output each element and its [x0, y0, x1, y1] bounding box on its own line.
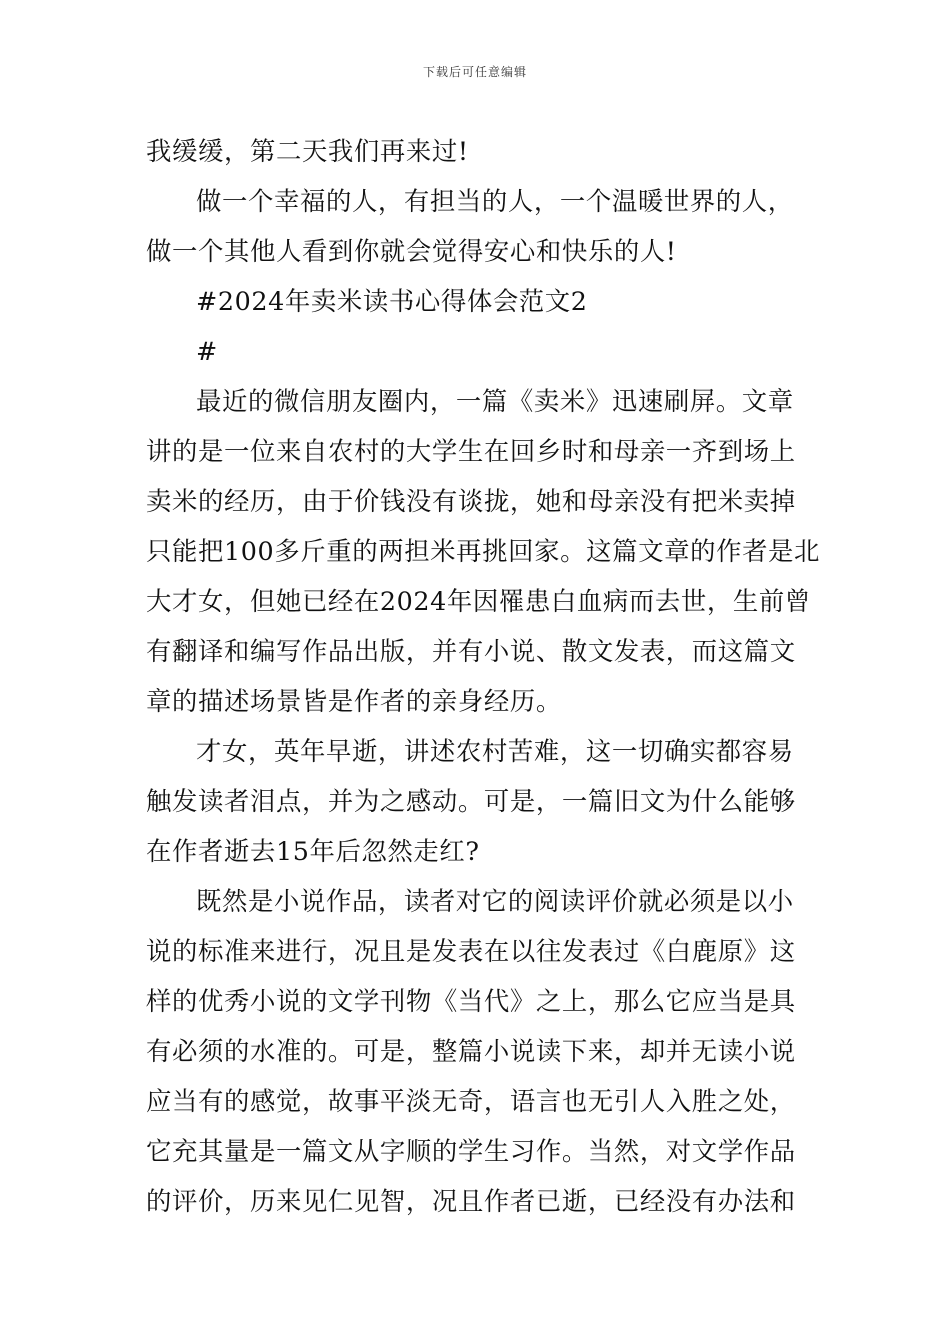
- text-line: 讲的是一位来自农村的大学生在回乡时和母亲一齐到场上: [146, 436, 796, 466]
- text-line: 说的标准来进行，况且是发表在以往发表过《白鹿原》这: [146, 936, 796, 966]
- text-line: 有翻译和编写作品出版，并有小说、散文发表，而这篇文: [146, 636, 796, 666]
- text-line: 它充其量是一篇文从字顺的学生习作。当然，对文学作品: [146, 1136, 796, 1166]
- text-line: 大才女，但她已经在2024年因罹患白血病而去世，生前曾: [146, 586, 811, 616]
- text-line: 只能把100多斤重的两担米再挑回家。这篇文章的作者是北: [146, 536, 821, 566]
- text-line: 应当有的感觉，故事平淡无奇，语言也无引人入胜之处，: [146, 1086, 796, 1116]
- text-line: 章的描述场景皆是作者的亲身经历。: [146, 686, 562, 716]
- document-body: [146, 126, 821, 1226]
- text-line: 在作者逝去15年后忽然走红?: [146, 836, 480, 866]
- text-line: 才女，英年早逝，讲述农村苦难，这一切确实都容易: [196, 736, 794, 766]
- text-line: 有必须的水准的。可是，整篇小说读下来，却并无读小说: [146, 1036, 796, 1066]
- text-line: 做一个其他人看到你就会觉得安心和快乐的人!: [146, 236, 677, 266]
- text-line: #: [196, 336, 218, 366]
- text-line: 卖米的经历，由于价钱没有谈拢，她和母亲没有把米卖掉: [146, 486, 796, 516]
- text-line: 我缓缓，第二天我们再来过!: [146, 136, 469, 166]
- text-line: 样的优秀小说的文学刊物《当代》之上，那么它应当是具: [146, 986, 796, 1016]
- text-line: 的评价，历来见仁见智，况且作者已逝，已经没有办法和: [146, 1186, 796, 1216]
- text-line: 既然是小说作品，读者对它的阅读评价就必须是以小: [196, 886, 794, 916]
- text-line: #2024年卖米读书心得体会范文2: [196, 286, 588, 316]
- page-header: 下载后可任意编辑: [422, 65, 527, 79]
- text-line: 做一个幸福的人，有担当的人，一个温暖世界的人，: [196, 186, 794, 216]
- text-line: 触发读者泪点，并为之感动。可是，一篇旧文为什么能够: [146, 786, 796, 816]
- text-line: 最近的微信朋友圈内，一篇《卖米》迅速刷屏。文章: [196, 386, 794, 416]
